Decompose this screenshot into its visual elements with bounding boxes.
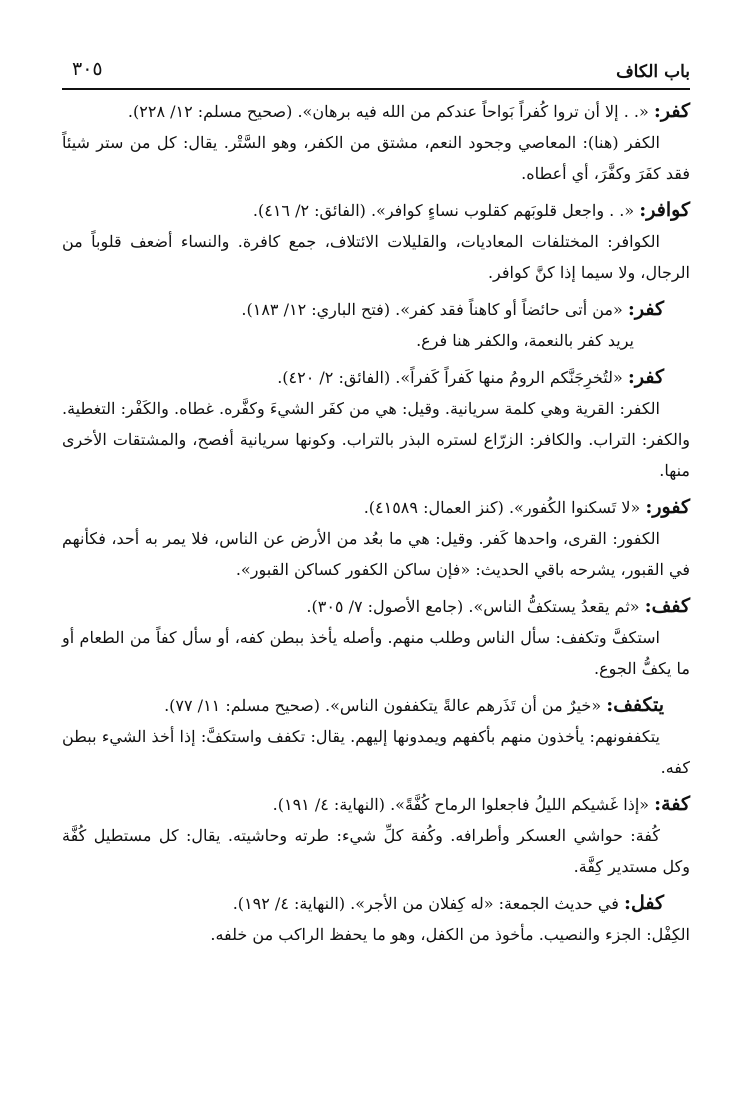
entry: [62, 195, 690, 288]
entry-quote-text: «. . واجعل قلوبَهم كقلوب نساءٍ كوافر». (الفائق: ٢/ ٤١٦).: [252, 201, 640, 220]
entry: [62, 362, 690, 486]
entry: [62, 888, 690, 950]
section-title: باب الكاف: [616, 62, 690, 82]
entry: [62, 294, 690, 356]
entry-quote-text: «إذا غَشيكم الليلُ فاجعلوا الرماح كُفَّةً». (النهاية: ٤/ ١٩١).: [272, 795, 655, 814]
entry-headword: يتكفف:: [606, 694, 664, 716]
entry-explanation: الكوافر: المختلفات المعاديات، والقليلات الائتلاف، جمع كافرة. والنساء أضعف قلوباً من الرجال، ولا سيما إذا كنَّ كوافر.: [62, 232, 690, 282]
entry-explanation: يتكففونهم: يأخذون منهم بأكفهم ويمدونها إليهم. يقال: تكفف واستكفَّ: إذا أخذ الشيء ببطن كفه.: [62, 727, 690, 777]
entry-headword: كفر:: [627, 298, 664, 320]
page-header: [62, 48, 690, 90]
entry-quote: [62, 789, 690, 820]
entry-headword: كفر:: [627, 366, 664, 388]
entry-quote-text: في حديث الجمعة: «له كِفلان من الأجر». (النهاية: ٤/ ١٩٢).: [232, 894, 624, 913]
entry-headword: كفف:: [644, 595, 690, 617]
entry: [62, 690, 690, 783]
entry-quote-text: «لتُخرِجَنَّكم الرومُ منها كَفراً كَفراً». (الفائق: ٢/ ٤٢٠).: [277, 368, 628, 387]
entry-quote-text: «ثم يقعدُ يستكفُّ الناس». (جامع الأصول: ٧/ ٣٠٥).: [306, 597, 645, 616]
entry-quote: [62, 492, 690, 523]
page-number: ٣٠٥: [72, 58, 103, 80]
entry-quote-text: «لا تَسكنوا الكُفور». (كنز العمال: ٤١٥٨٩).: [363, 498, 646, 517]
entry-explanation: الكِفْل: الجزء والنصيب. مأخوذ من الكفل، وهو ما يحفظ الراكب من خلفه.: [210, 925, 690, 944]
entry-explanation: الكفور: القرى، واحدها كَفر. وقيل: هي ما بعُد من الأرض عن الناس، فلا يمر به أحد، فكأنهم في القبور، يشرحه باقي الحديث: «فإن ساكن الكفور كساكن القبور».: [62, 529, 690, 579]
entry-headword: كفور:: [645, 496, 690, 518]
entry-quote: [62, 888, 690, 919]
entry-quote: [62, 96, 690, 127]
entry-headword: كفر:: [653, 100, 690, 122]
page-body: [62, 96, 690, 956]
entry-explanation: يريد كفر بالنعمة، والكفر هنا فرع.: [416, 331, 634, 350]
entry-headword: كفل:: [623, 892, 664, 914]
entry-quote: [62, 294, 664, 325]
entry: [62, 492, 690, 585]
entry-quote: [62, 362, 690, 393]
entry: [62, 591, 690, 684]
entry-explanation: كُفة: حواشي العسكر وأطرافه. وكُفة كلِّ شيء: طرته وحاشيته. يقال: كل مستطيل كُفَّة وكل مستدير كِفَّة.: [62, 826, 690, 876]
entry-quote: [62, 195, 690, 226]
entry-headword: كفة:: [654, 793, 690, 815]
entry-headword: كوافر:: [639, 199, 690, 221]
entry-quote-text: «. . إلا أن تروا كُفراً بَواحاً عندكم من الله فيه برهان». (صحيح مسلم: ١٢/ ٢٢٨).: [127, 102, 654, 121]
entry: [62, 789, 690, 882]
entry-quote-text: «خيرٌ من أن تَذَرهم عالةً يتكففون الناس». (صحيح مسلم: ١١/ ٧٧).: [164, 696, 607, 715]
entry-explanation: استكفَّ وتكفف: سأل الناس وطلب منهم. وأصله يأخذ ببطن كفه، أو سأل كفاً من الطعام أو ما يكفُّ الجوع.: [62, 628, 690, 678]
entry-quote-text: «من أتى حائضاً أو كاهناً فقد كفر». (فتح الباري: ١٢/ ١٨٣).: [241, 300, 628, 319]
entry-explanation: الكفر: القرية وهي كلمة سريانية. وقيل: هي من كفَر الشيءَ وكفَّره. غطاه. والكَفْر: التغطية. والكفر: التراب. والكافر: الزرّاع لستره البذر بالتراب. وكونها سريانية أفصح، والمشتقات الأخرى منها.: [62, 399, 690, 480]
entry-quote: [62, 690, 690, 721]
entry-explanation: الكفر (هنا): المعاصي وجحود النعم، مشتق من الكفر، وهو السَّتْر. يقال: كل من ستر شيئاً فقد كفَرَ وكفَّرَ، أي أعطاه.: [62, 133, 690, 183]
entry-quote: [62, 591, 690, 622]
entry: [62, 96, 690, 189]
